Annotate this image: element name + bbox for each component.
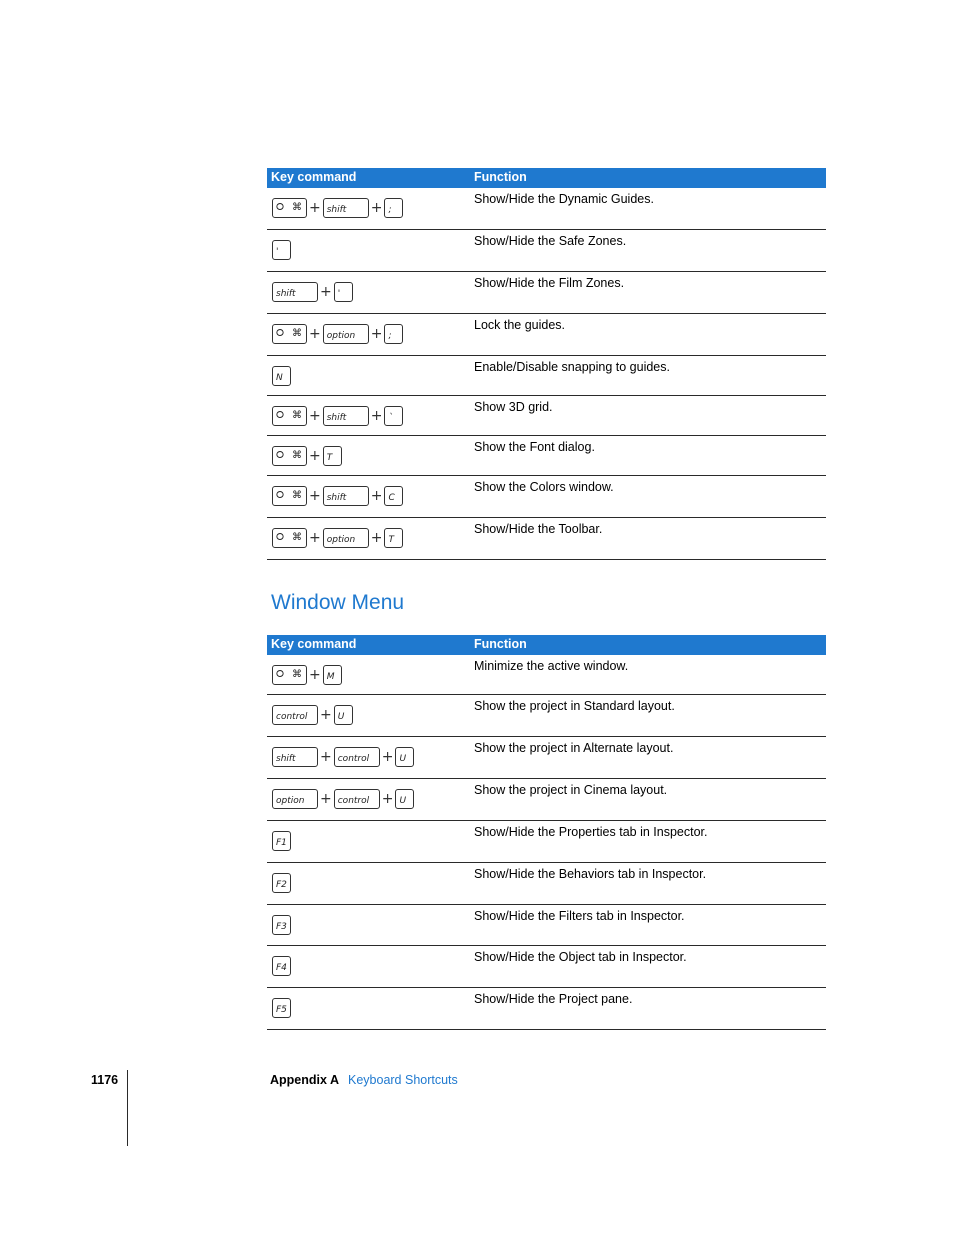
function-description: Show/Hide the Safe Zones.	[474, 234, 627, 248]
key-icon	[272, 831, 291, 851]
key-label: ;	[388, 205, 392, 215]
key-icon	[323, 665, 342, 685]
command-icon: ⌘	[292, 450, 302, 461]
key-combination	[272, 365, 291, 387]
function-description: Lock the guides.	[474, 318, 566, 332]
plus-sign: +	[309, 200, 321, 216]
function-description: Show/Hide the Film Zones.	[474, 276, 625, 290]
plus-sign: +	[370, 488, 383, 504]
apple-icon: ⭘	[276, 490, 284, 501]
table-row	[267, 821, 826, 863]
apple-icon: ⭘	[276, 669, 284, 680]
option-key-icon	[323, 324, 369, 344]
function-description: Show the project in Cinema layout.	[474, 783, 668, 797]
key-icon	[334, 282, 353, 302]
key-label: F4	[276, 963, 287, 973]
apple-icon: ⭘	[276, 328, 284, 339]
plus-sign: +	[370, 408, 383, 424]
apple-icon: ⭘	[276, 410, 284, 421]
key-label: N	[276, 373, 283, 383]
control-key-icon	[334, 789, 380, 809]
function-description: Show/Hide the Project pane.	[474, 992, 633, 1006]
command-icon: ⌘	[292, 202, 302, 213]
key-icon	[272, 956, 291, 976]
key-label: control	[337, 796, 370, 806]
plus-sign: +	[309, 408, 321, 424]
header-key-command: Key command	[271, 170, 357, 184]
key-icon	[272, 915, 291, 935]
key-combination	[272, 788, 414, 810]
table-row	[267, 476, 826, 518]
key-combination	[272, 872, 291, 894]
key-label: control	[276, 712, 308, 722]
table-row	[267, 737, 826, 779]
control-key-icon	[334, 747, 380, 767]
key-label: ;	[388, 331, 392, 341]
section-heading: Window Menu	[271, 591, 405, 614]
key-label: control	[337, 754, 370, 764]
table-row	[267, 905, 826, 946]
key-icon	[272, 998, 291, 1018]
shift-key-icon	[323, 486, 369, 506]
plus-sign: +	[309, 326, 321, 342]
command-icon: ⌘	[292, 532, 302, 543]
keyboard-shortcuts-link[interactable]: Keyboard Shortcuts	[348, 1073, 458, 1087]
key-icon	[384, 528, 403, 548]
key-label: U	[337, 712, 345, 722]
key-icon	[384, 198, 403, 218]
table-row	[267, 946, 826, 988]
function-description: Show/Hide the Object tab in Inspector.	[474, 950, 687, 964]
key-combination	[272, 997, 291, 1019]
function-description: Show the Colors window.	[474, 480, 614, 494]
apple-icon: ⭘	[276, 202, 284, 213]
function-description: Enable/Disable snapping to guides.	[474, 360, 670, 374]
function-description: Show/Hide the Properties tab in Inspector.	[474, 825, 708, 839]
table-row	[267, 436, 826, 476]
key-combination	[272, 445, 342, 467]
key-icon	[272, 240, 291, 260]
table-body	[267, 188, 826, 560]
plus-sign: +	[320, 791, 332, 807]
table-row	[267, 695, 826, 737]
key-label: F2	[276, 880, 287, 890]
footer-divider	[127, 1070, 128, 1146]
key-label: '	[337, 289, 341, 299]
function-description: Show the project in Alternate layout.	[474, 741, 674, 755]
key-icon	[384, 406, 403, 426]
key-combination	[272, 955, 291, 977]
key-label: shift	[326, 493, 347, 503]
table-row	[267, 518, 826, 560]
key-label: T	[326, 453, 333, 463]
key-label: option	[276, 796, 305, 806]
table-row	[267, 230, 826, 272]
table-row	[267, 188, 826, 230]
command-icon: ⌘	[292, 490, 302, 501]
key-icon	[384, 486, 403, 506]
command-icon: ⌘	[292, 669, 302, 680]
function-description: Show/Hide the Toolbar.	[474, 522, 603, 536]
key-label: F5	[276, 1005, 287, 1015]
key-label: T	[388, 535, 394, 545]
command-key-icon	[272, 486, 307, 506]
key-icon	[395, 789, 414, 809]
key-combination	[272, 197, 403, 219]
key-combination	[272, 239, 291, 261]
function-description: Show/Hide the Filters tab in Inspector.	[474, 909, 685, 923]
page-number: 1176	[91, 1073, 119, 1087]
plus-sign: +	[320, 284, 332, 300]
plus-sign: +	[381, 749, 394, 765]
command-key-icon	[272, 665, 307, 685]
table-row	[267, 314, 826, 356]
key-combination	[272, 664, 342, 686]
plus-sign: +	[309, 530, 321, 546]
key-label: `	[388, 413, 393, 423]
command-key-icon	[272, 198, 307, 218]
shift-key-icon	[323, 406, 369, 426]
table-row	[267, 356, 826, 396]
plus-sign: +	[370, 200, 383, 216]
key-label: shift	[276, 289, 296, 299]
plus-sign: +	[320, 749, 332, 765]
plus-sign: +	[320, 707, 332, 723]
table-row	[267, 863, 826, 905]
key-label: U	[399, 754, 407, 764]
key-label: F1	[276, 838, 287, 848]
plus-sign: +	[309, 488, 321, 504]
command-key-icon	[272, 446, 307, 466]
table-header	[267, 168, 826, 188]
key-label: option	[326, 535, 356, 545]
key-combination	[272, 746, 414, 768]
key-label: U	[399, 796, 407, 806]
plus-sign: +	[370, 326, 383, 342]
command-key-icon	[272, 324, 307, 344]
shift-key-icon	[272, 747, 318, 767]
key-combination	[272, 323, 403, 345]
function-description: Show 3D grid.	[474, 400, 553, 414]
key-icon	[323, 446, 342, 466]
table-header	[267, 635, 826, 655]
key-label: C	[388, 493, 395, 503]
function-description: Show/Hide the Behaviors tab in Inspector.	[474, 867, 707, 881]
function-description: Show/Hide the Dynamic Guides.	[474, 192, 654, 206]
key-label: option	[326, 331, 356, 341]
key-combination	[272, 281, 353, 303]
key-label: shift	[326, 205, 347, 215]
shortcut-table-view	[267, 168, 826, 560]
header-function: Function	[474, 170, 527, 184]
key-icon	[384, 324, 403, 344]
shift-key-icon	[272, 282, 318, 302]
plus-sign: +	[309, 448, 321, 464]
table-body	[267, 655, 826, 1030]
table-row	[267, 655, 826, 695]
table-row	[267, 779, 826, 821]
command-icon: ⌘	[292, 328, 302, 339]
key-icon	[334, 705, 353, 725]
apple-icon: ⭘	[276, 450, 284, 461]
appendix-label: Appendix A	[270, 1073, 339, 1087]
key-combination	[272, 830, 291, 852]
shortcut-table-window-menu	[267, 635, 826, 1030]
plus-sign: +	[370, 530, 383, 546]
function-description: Minimize the active window.	[474, 659, 629, 673]
apple-icon: ⭘	[276, 532, 284, 543]
key-label: F3	[276, 922, 287, 932]
function-description: Show the Font dialog.	[474, 440, 595, 454]
key-combination	[272, 704, 353, 726]
key-icon	[272, 873, 291, 893]
key-label: shift	[326, 413, 347, 423]
key-icon	[272, 366, 291, 386]
key-label: M	[326, 672, 335, 682]
function-description: Show the project in Standard layout.	[474, 699, 675, 713]
control-key-icon	[272, 705, 318, 725]
table-row	[267, 396, 826, 436]
command-icon: ⌘	[292, 410, 302, 421]
command-key-icon	[272, 528, 307, 548]
key-combination	[272, 405, 403, 427]
key-label: shift	[276, 754, 296, 764]
key-label: '	[276, 247, 279, 257]
table-row	[267, 988, 826, 1030]
key-combination	[272, 914, 291, 936]
key-combination	[272, 485, 403, 507]
command-key-icon	[272, 406, 307, 426]
table-row	[267, 272, 826, 314]
key-icon	[395, 747, 414, 767]
option-key-icon	[323, 528, 369, 548]
plus-sign: +	[309, 667, 321, 683]
option-key-icon	[272, 789, 318, 809]
key-combination	[272, 527, 403, 549]
plus-sign: +	[381, 791, 394, 807]
header-function: Function	[474, 637, 527, 651]
header-key-command: Key command	[271, 637, 357, 651]
shift-key-icon	[323, 198, 369, 218]
